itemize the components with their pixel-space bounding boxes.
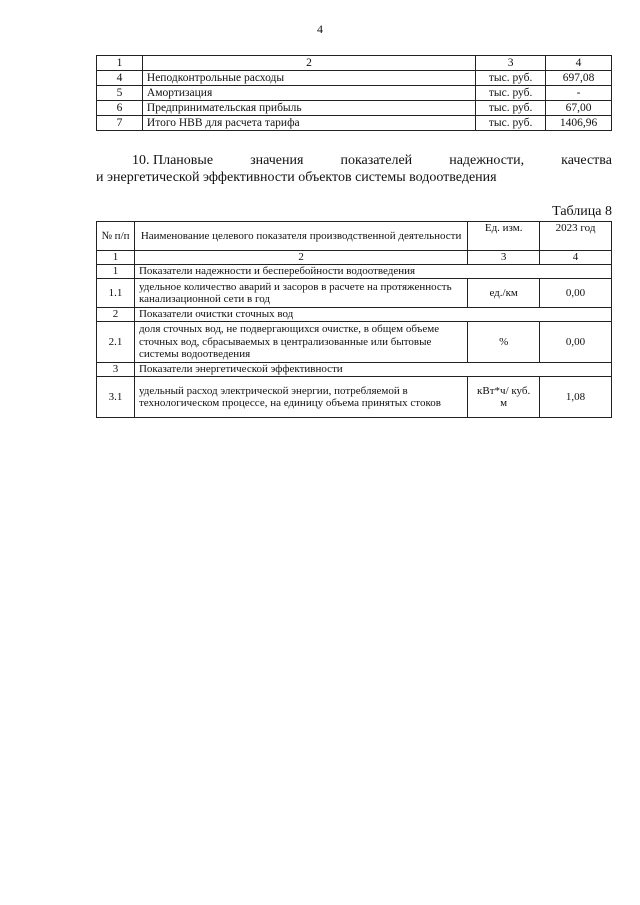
page-number: 4 xyxy=(317,22,323,36)
row-number: 7 xyxy=(97,116,143,131)
row-name: Предпринимательская прибыль xyxy=(142,101,475,116)
column-number: 3 xyxy=(468,251,540,265)
header-number: № п/п xyxy=(97,222,135,251)
row-unit: кВт*ч/ куб. м xyxy=(468,377,540,418)
row-unit: тыс. руб. xyxy=(476,101,546,116)
cost-table xyxy=(96,55,612,131)
table-row xyxy=(97,86,612,101)
heading-word: качества xyxy=(561,153,612,168)
header-unit: Ед. изм. xyxy=(468,222,540,251)
row-name: Неподконтрольные расходы xyxy=(142,71,475,86)
row-unit: тыс. руб. xyxy=(476,86,546,101)
group-row xyxy=(97,265,612,279)
column-number: 2 xyxy=(142,56,475,71)
row-value: 1406,96 xyxy=(546,116,612,131)
column-number: 1 xyxy=(97,251,135,265)
section-heading-line-1 xyxy=(96,152,612,169)
section-heading-line-2: и энергетической эффективности объектов системы водоотведения xyxy=(96,170,497,185)
table-row xyxy=(97,322,612,363)
row-name: Итого НВВ для расчета тарифа xyxy=(142,116,475,131)
section-heading xyxy=(96,152,612,186)
table-row xyxy=(97,101,612,116)
row-number: 4 xyxy=(97,71,143,86)
column-number: 2 xyxy=(134,251,467,265)
row-value: - xyxy=(546,86,612,101)
table-row xyxy=(97,71,612,86)
indicators-table xyxy=(96,221,612,418)
row-number: 5 xyxy=(97,86,143,101)
group-row xyxy=(97,308,612,322)
table-row xyxy=(97,279,612,308)
row-number: 3.1 xyxy=(97,377,135,418)
row-unit: ед./км xyxy=(468,279,540,308)
row-name: Амортизация xyxy=(142,86,475,101)
table-caption: Таблица 8 xyxy=(552,204,612,219)
row-number: 1.1 xyxy=(97,279,135,308)
group-number: 1 xyxy=(97,265,135,279)
row-value: 697,08 xyxy=(546,71,612,86)
heading-word: показателей xyxy=(340,153,413,168)
row-name: удельное количество аварий и засоров в расчете на протяженность канализационной сети в год xyxy=(134,279,467,308)
column-number: 3 xyxy=(476,56,546,71)
row-unit: % xyxy=(468,322,540,363)
group-title: Показатели надежности и бесперебойности водоотведения xyxy=(134,265,611,279)
group-title: Показатели очистки сточных вод xyxy=(134,308,611,322)
row-value: 0,00 xyxy=(540,279,612,308)
heading-word: надежности, xyxy=(449,153,525,168)
row-value: 1,08 xyxy=(540,377,612,418)
group-title: Показатели энергетической эффективности xyxy=(134,363,611,377)
table-header-row xyxy=(97,56,612,71)
column-number: 4 xyxy=(546,56,612,71)
group-number: 3 xyxy=(97,363,135,377)
section-number: 10. xyxy=(132,153,150,168)
table-row xyxy=(97,116,612,131)
row-unit: тыс. руб. xyxy=(476,71,546,86)
header-name: Наименование целевого показателя производственной деятельности xyxy=(134,222,467,251)
column-number: 4 xyxy=(540,251,612,265)
row-name: удельный расход электрической энергии, потребляемой в технологическом процессе, на единицу объема принятых стоков xyxy=(134,377,467,418)
column-number-row xyxy=(97,251,612,265)
group-number: 2 xyxy=(97,308,135,322)
row-name: доля сточных вод, не подвергающихся очистке, в общем объеме сточных вод, сбрасываемых в централизованные или бытовые системы водоотведения xyxy=(134,322,467,363)
heading-word: Плановые xyxy=(153,153,214,168)
row-number: 2.1 xyxy=(97,322,135,363)
row-value: 67,00 xyxy=(546,101,612,116)
table-header-row xyxy=(97,222,612,251)
column-number: 1 xyxy=(97,56,143,71)
row-unit: тыс. руб. xyxy=(476,116,546,131)
heading-word: значения xyxy=(250,153,304,168)
group-row xyxy=(97,363,612,377)
header-year: 2023 год xyxy=(540,222,612,251)
row-value: 0,00 xyxy=(540,322,612,363)
table-row xyxy=(97,377,612,418)
row-number: 6 xyxy=(97,101,143,116)
